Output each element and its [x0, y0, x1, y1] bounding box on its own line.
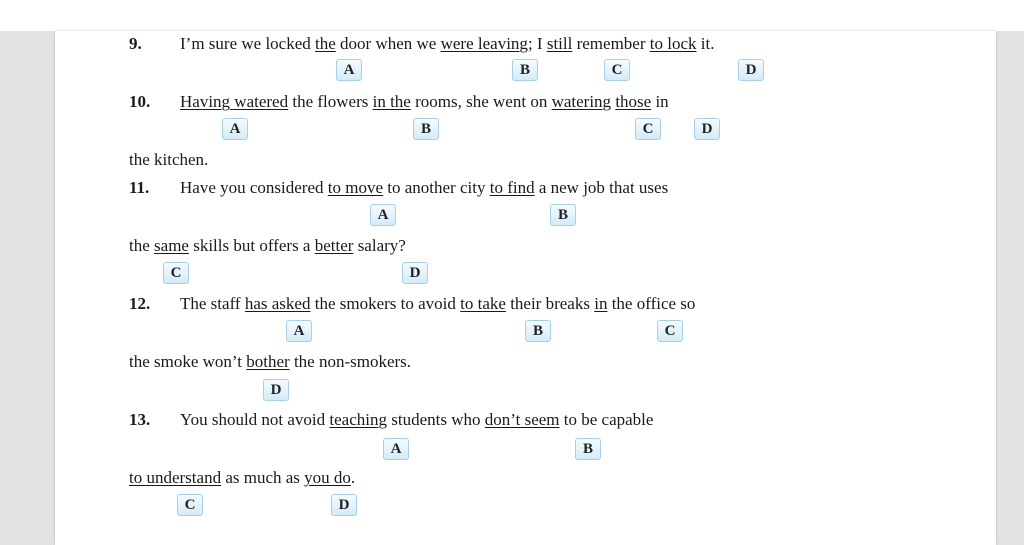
q9-option-b[interactable]: B — [512, 59, 538, 81]
q10-option-c[interactable]: C — [635, 118, 661, 140]
question-10-line-2: the kitchen. — [129, 150, 209, 169]
q13-option-a[interactable]: A — [383, 438, 409, 460]
q13-option-b[interactable]: B — [575, 438, 601, 460]
question-12-number: 12. — [129, 294, 151, 313]
q12-option-b[interactable]: B — [525, 320, 551, 342]
q9-option-d[interactable]: D — [738, 59, 764, 81]
question-9-line-1: I’m sure we locked the door when we were leaving; I still remember to lock it. — [180, 34, 715, 53]
question-12-line-1: The staff has asked the smokers to avoid to take their breaks in the office so — [180, 294, 696, 313]
q10-underline-d: those — [615, 92, 652, 111]
question-11-line-1: Have you considered to move to another city to find a new job that uses — [180, 178, 669, 197]
question-10-number: 10. — [129, 92, 151, 111]
q13-option-c[interactable]: C — [177, 494, 203, 516]
q9-option-c[interactable]: C — [604, 59, 630, 81]
q10-option-b[interactable]: B — [413, 118, 439, 140]
q9-underline-d: to lock — [649, 34, 697, 53]
q13-underline-c: to understand — [129, 468, 222, 487]
top-margin — [0, 0, 1024, 31]
q10-underline-c: watering — [551, 92, 612, 111]
q12-option-c[interactable]: C — [657, 320, 683, 342]
q10-option-d[interactable]: D — [694, 118, 720, 140]
q10-underline-b: in the — [372, 92, 411, 111]
question-13-line-2: to understand as much as you do. — [129, 468, 356, 487]
q11-option-a[interactable]: A — [370, 204, 396, 226]
q13-underline-d: you do — [304, 468, 351, 487]
q12-underline-b: to take — [460, 294, 506, 313]
q11-option-d[interactable]: D — [402, 262, 428, 284]
q9-underline-c: still — [546, 34, 573, 53]
question-10-line-1: Having watered the flowers in the rooms, she went on watering those in — [180, 92, 669, 111]
question-13-number: 13. — [129, 410, 151, 429]
question-11-line-2: the same skills but offers a better salary? — [129, 236, 406, 255]
question-11-number: 11. — [129, 178, 150, 197]
document-page — [55, 31, 996, 545]
q12-underline-d: bother — [246, 352, 290, 371]
q13-option-d[interactable]: D — [331, 494, 357, 516]
q11-underline-b: to find — [489, 178, 535, 197]
q12-option-d[interactable]: D — [263, 379, 289, 401]
q11-option-b[interactable]: B — [550, 204, 576, 226]
q12-option-a[interactable]: A — [286, 320, 312, 342]
q9-option-a[interactable]: A — [336, 59, 362, 81]
q11-option-c[interactable]: C — [163, 262, 189, 284]
q10-underline-a: Having watered — [180, 92, 289, 111]
question-12-line-2: the smoke won’t bother the non-smokers. — [129, 352, 412, 371]
q11-underline-a: to move — [327, 178, 384, 197]
q10-option-a[interactable]: A — [222, 118, 248, 140]
question-9-number: 9. — [129, 34, 142, 53]
q9-underline-a: the — [315, 34, 336, 53]
q13-underline-b: don’t seem — [484, 410, 560, 429]
q12-underline-a: has asked — [244, 294, 311, 313]
q13-underline-a: teaching — [329, 410, 387, 429]
q11-underline-d: better — [314, 236, 354, 255]
q11-underline-c: same — [154, 236, 189, 255]
q12-underline-c: in — [594, 294, 608, 313]
question-13-line-1: You should not avoid teaching students who don’t seem to be capable — [180, 410, 654, 429]
q9-underline-b: were leaving — [440, 34, 528, 53]
